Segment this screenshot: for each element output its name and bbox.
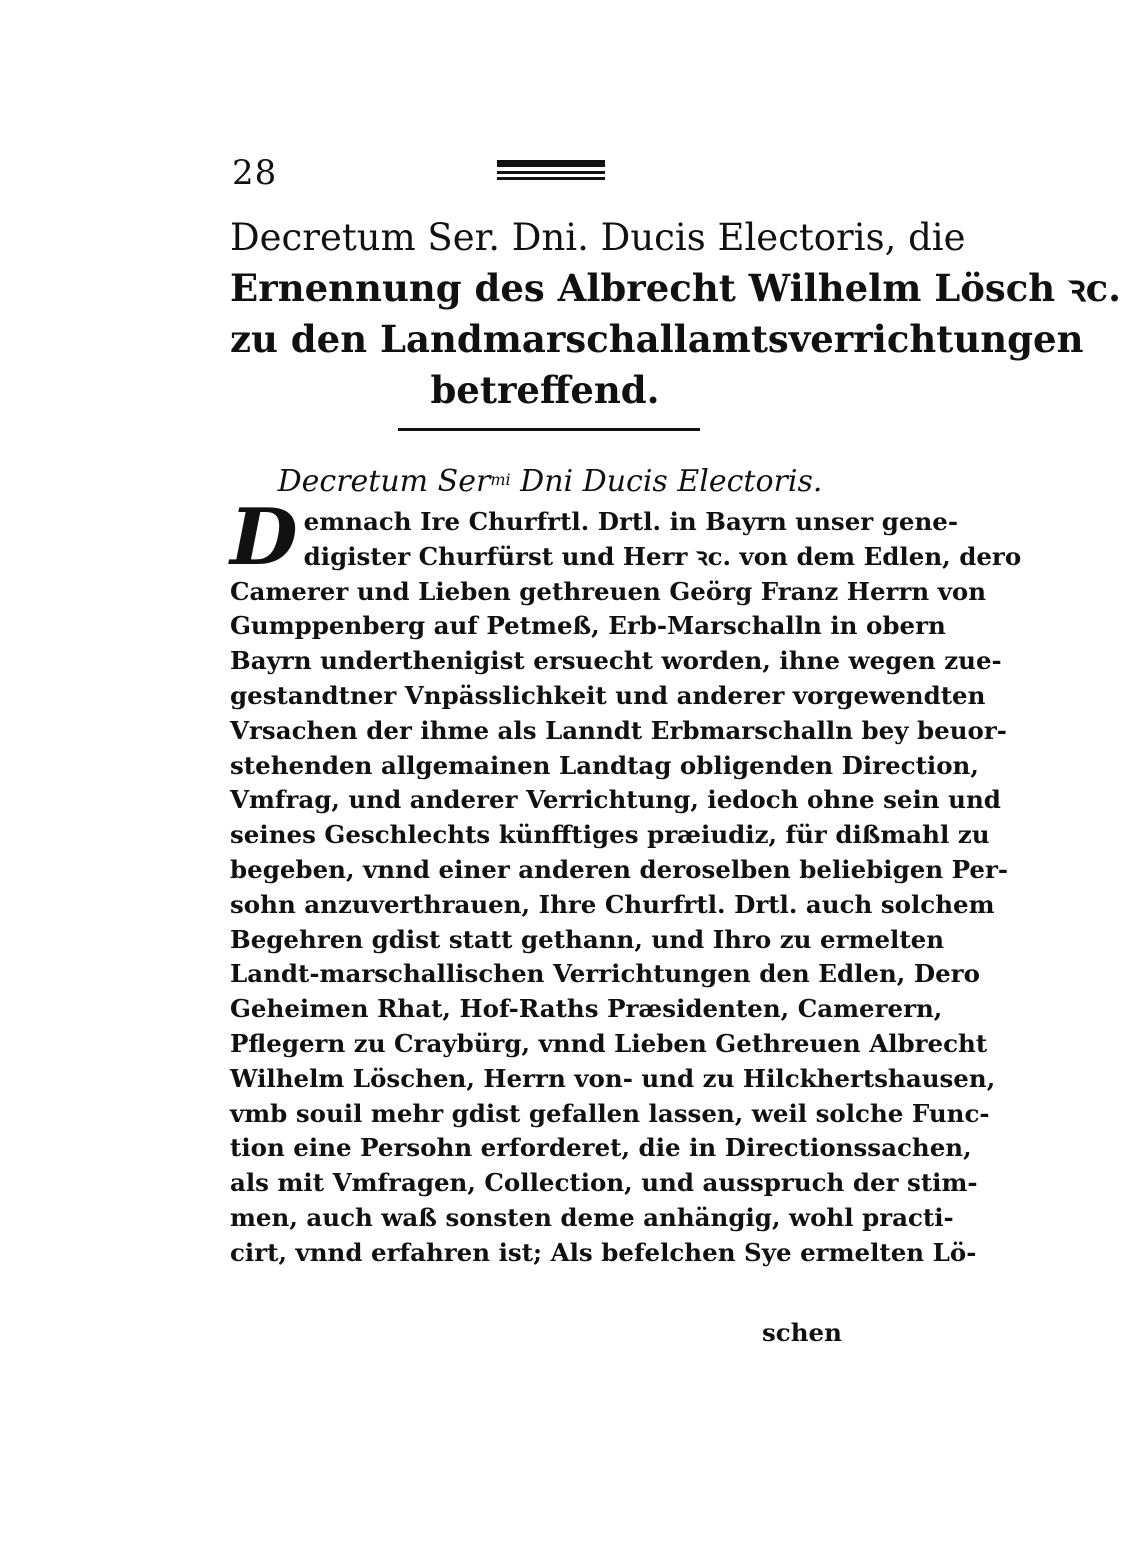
- subheading-text: Decretum Ser: [277, 464, 491, 499]
- body-line: cirt, vnnd erfahren ist; Als befelchen Sye ermelten Lö-: [230, 1237, 977, 1267]
- body-line: Gumppenberg auf Petmeß, Erb-Marschalln in obern: [230, 611, 946, 641]
- body-line: emnach Ire Churfrtl. Drtl. in Bayrn unser gene-: [303, 507, 959, 536]
- title-line: Ernennung des Albrecht Wilhelm Lösch ꝛc.: [230, 266, 1121, 310]
- subheading-text-rest: Dni Ducis Electoris.: [510, 464, 823, 499]
- title-line: Decretum Ser. Dni. Ducis Electoris, die: [230, 216, 966, 259]
- body-line: Vrsachen der ihme als Lanndt Erbmarschalln bey beuor-: [230, 715, 1007, 745]
- ornament-bar-thin: [497, 177, 605, 180]
- decree-body: [230, 492, 1022, 1271]
- title-line: betreffend.: [430, 368, 660, 412]
- body-line: vmb souil mehr gdist gefallen lassen, weil solche Func-: [230, 1098, 990, 1128]
- body-line: stehenden allgemainen Landtag obligenden Direction,: [230, 750, 979, 780]
- body-line: tion eine Persohn erforderet, die in Directionssachen,: [230, 1133, 972, 1163]
- catchword: schen: [762, 1318, 842, 1347]
- ornament-bar-thin: [497, 171, 605, 174]
- ornament-bar-thick: [497, 160, 605, 167]
- body-line: men, auch waß sonsten deme anhängig, wohl practi-: [230, 1202, 954, 1232]
- divider-rule: [398, 428, 700, 431]
- body-line: Begehren gdist statt gethann, und Ihro zu ermelten: [230, 924, 945, 954]
- body-line: Landt-marschallischen Verrichtungen den Edlen, Dero: [230, 959, 980, 989]
- body-line: Pflegern zu Craybürg, vnnd Lieben Gethreuen Albrecht: [230, 1028, 988, 1058]
- document-title: [230, 212, 1121, 416]
- body-line: sohn anzuverthrauen, Ihre Churfrtl. Drtl. auch solchem: [230, 889, 995, 919]
- header-ornament: [497, 160, 605, 182]
- title-line: zu den Landmarschallamtsverrichtungen: [230, 317, 1084, 361]
- page-number: 28: [232, 153, 278, 193]
- subheading-superscript: mi: [490, 470, 511, 489]
- body-line: Vmfrag, und anderer Verrichtung, iedoch ohne sein und: [230, 785, 1001, 815]
- body-line: gestandtner Vnpässlichkeit und anderer vorgewendten: [230, 680, 986, 710]
- body-line: digister Churfürst und Herr ꝛc. von dem Edlen, dero: [303, 541, 1022, 571]
- body-line: begeben, vnnd einer anderen deroselben beliebigen Per-: [230, 854, 1009, 884]
- drop-cap: D: [230, 492, 298, 583]
- body-line: als mit Vmfragen, Collection, und ausspruch der stim-: [230, 1168, 978, 1198]
- body-line: Bayrn underthenigist ersuecht worden, ihne wegen zue-: [230, 646, 1002, 676]
- body-line: Camerer und Lieben gethreuen Geörg Franz Herrn von: [230, 576, 987, 606]
- body-line: seines Geschlechts künfftiges præiudiz, für dißmahl zu: [230, 820, 990, 850]
- decree-subheading: [235, 462, 865, 502]
- body-line: Geheimen Rhat, Hof-Raths Præsidenten, Camerern,: [230, 994, 943, 1024]
- body-line: Wilhelm Löschen, Herrn von- und zu Hilckhertshausen,: [230, 1063, 996, 1093]
